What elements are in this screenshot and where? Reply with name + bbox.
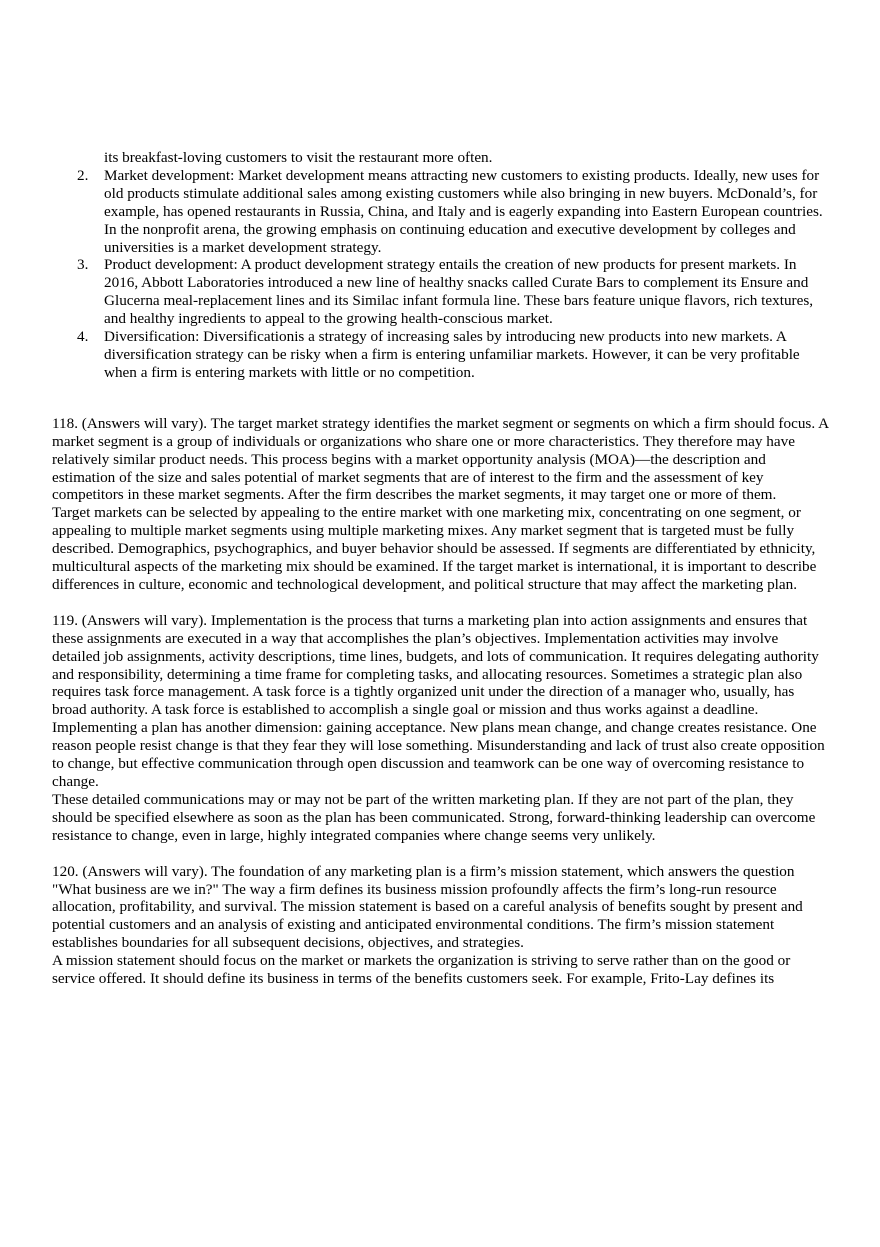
spacer bbox=[52, 382, 830, 415]
list-text: Product development: A product development strategy entails the creation of new products for present markets. In 2016, Abbott Laboratories introduced a new line of healthy snacks called Curate Bars to complement its Ensure and Glucerna meal-replacement lines and its Similac infant formula line. These bars feature unique flavors, rich textures, and healthy ingredients to appeal to the growing health-conscious market. bbox=[104, 256, 814, 328]
answer-paragraph: Implementing a plan has another dimension: gaining acceptance. New plans mean change, and change creates resistance. One reason people resist change is that they fear they will lose something. Misunderstanding and lack of trust also create opposition to change, but effective communication through open discussion and teamwork can be one way of overcoming resistance to change. bbox=[52, 719, 825, 790]
list-number: 4. bbox=[77, 328, 89, 346]
spacer bbox=[52, 594, 830, 612]
growth-strategies-list bbox=[52, 167, 830, 382]
list-text: Diversification: Diversificationis a strategy of increasing sales by introducing new products into new markets. A diversification strategy can be risky when a firm is entering unfamiliar markets. However, it can be very profitable when a firm is entering markets with little or no competition. bbox=[104, 328, 800, 381]
list-text: Market development: Market development means attracting new customers to existing products. Ideally, new uses for old products stimulate additional sales among existing customers while also bringing in new buyers. McDonald’s, for example, has opened restaurants in Russia, China, and Italy and is eagerly expanding into Eastern European countries. In the nonprofit arena, the growing emphasis on continuing education and executive development by colleges and universities is a market development strategy. bbox=[104, 166, 823, 256]
list-item-market-development bbox=[52, 167, 830, 257]
document-body bbox=[52, 149, 830, 988]
answer-paragraph: A mission statement should focus on the market or markets the organization is striving to serve rather than on the good or service offered. It should define its business in terms of the benefits customers seek. For example, Frito-Lay defines its bbox=[52, 952, 791, 988]
answer-paragraph: 120. (Answers will vary). The foundation of any marketing plan is a firm’s mission statement, which answers the question "What business are we in?" The way a firm defines its business mission profoundly affects the firm’s long-run resource allocation, profitability, and survival. The mission statement is based on a careful analysis of benefits sought by present and potential customers and an analysis of existing and anticipated environmental conditions. The firm’s mission statement establishes boundaries for all subsequent decisions, objectives, and strategies. bbox=[52, 862, 803, 952]
answer-120 bbox=[52, 863, 830, 988]
answer-paragraph: 119. (Answers will vary). Implementation is the process that turns a marketing plan into action assignments and ensures that these assignments are executed in a way that accomplishes the plan’s objectives. Implementation activities may involve detailed job assignments, activity descriptions, time lines, budgets, and lots of communication. It requires delegating authority and responsibility, determining a time frame for completing tasks, and allocating resources. Sometimes a strategic plan also requires task force management. A task force is a tightly organized unit under the direction of a manager who, usually, has broad authority. A task force is established to accomplish a single goal or mission and thus works against a deadline. bbox=[52, 611, 819, 719]
list-item-product-development bbox=[52, 256, 830, 328]
answer-119 bbox=[52, 612, 830, 845]
list-number: 3. bbox=[77, 256, 89, 274]
continuation-line: its breakfast-loving customers to visit the restaurant more often. bbox=[104, 149, 493, 166]
list-number: 2. bbox=[77, 166, 89, 184]
spacer bbox=[52, 845, 830, 863]
list-item-diversification bbox=[52, 328, 830, 382]
answer-paragraph: 118. (Answers will vary). The target market strategy identifies the market segment or segments on which a firm should focus. A market segment is a group of individuals or organizations who share one or more characteristics. They therefore may have relatively similar product needs. This process begins with a market opportunity analysis (MOA)—the description and estimation of the size and sales potential of market segments that are of interest to the firm and the assessment of key competitors in these market segments. After the firm describes the market segments, it may target one or more of them. bbox=[52, 414, 829, 504]
answer-paragraph: Target markets can be selected by appealing to the entire market with one marketing mix, concentrating on one segment, or appealing to multiple market segments using multiple marketing mixes. Any market segment that is targeted must be fully described. Demographics, psychographics, and buyer behavior should be assessed. If segments are differentiated by ethnicity, multicultural aspects of the marketing mix should be examined. If the target market is international, it is important to describe differences in culture, economic and technological development, and political structure that may affect the marketing plan. bbox=[52, 504, 817, 593]
answer-118 bbox=[52, 415, 830, 594]
answer-paragraph: These detailed communications may or may not be part of the written marketing plan. If they are not part of the plan, they should be specified elsewhere as soon as the plan has been communicated. Strong, forward-thinking leadership can overcome resistance to change, even in large, highly integrated companies where change seems very unlikely. bbox=[52, 790, 816, 844]
